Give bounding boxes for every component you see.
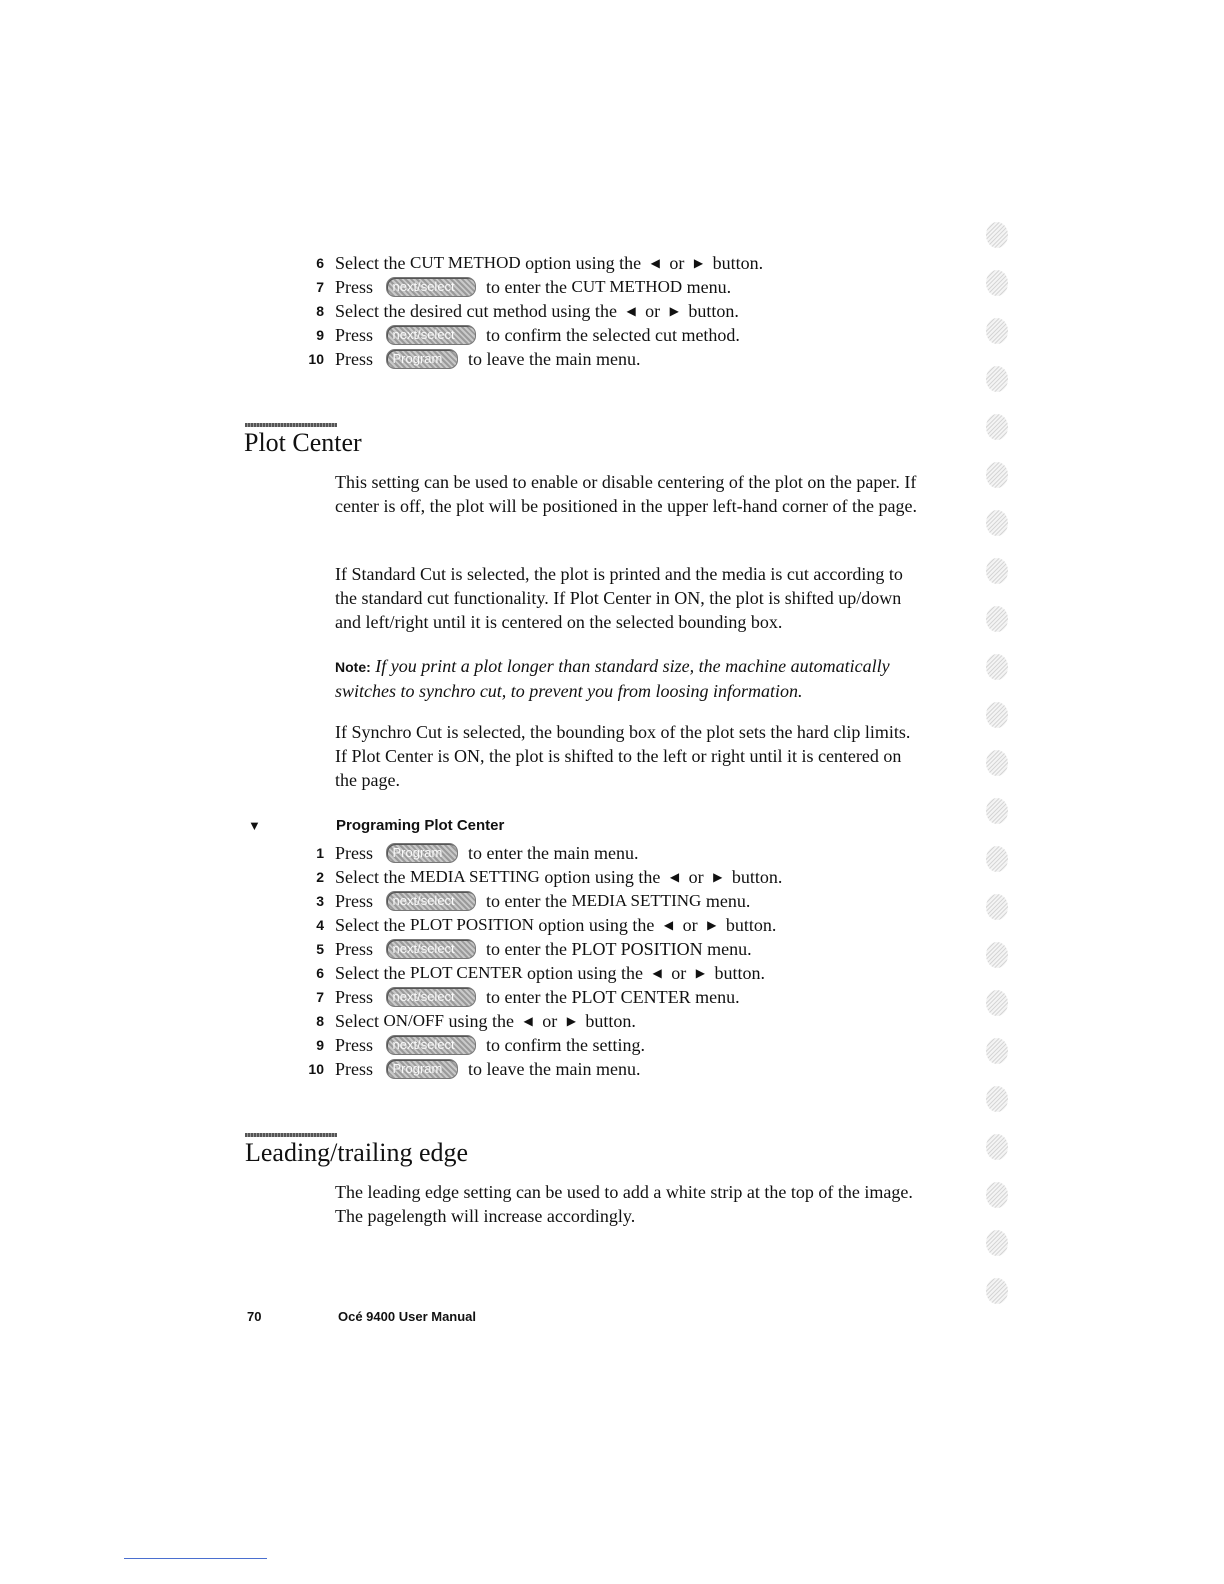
- step-text: button.: [710, 963, 766, 983]
- step-item: [300, 347, 763, 371]
- procedure-marker-icon: ▼: [248, 818, 261, 833]
- step-text: or: [537, 1011, 562, 1031]
- right-arrow-icon: ▶: [707, 918, 717, 932]
- step-text: using the: [443, 1011, 519, 1031]
- step-text: Select the: [335, 915, 410, 935]
- plot-center-paragraph-1: This setting can be used to enable or disable centering of the plot on the paper. If center is off, the plot will be positioned in the upper left-hand corner of the page.: [335, 472, 917, 516]
- note-text: If you print a plot longer than standard size, the machine automatically switches to synchro cut, to prevent you from loosing information.: [335, 656, 890, 701]
- plot-center-heading: Plot Center: [244, 428, 362, 457]
- next-select-button-icon: next/select: [386, 1035, 476, 1055]
- plot-center-paragraph-3: If Synchro Cut is selected, the bounding box of the plot sets the hard clip limits. If Plot Center is ON, the plot is shifted to the left or right until it is centered on the page.: [335, 722, 911, 790]
- step-text: or: [678, 915, 703, 935]
- step-text: to enter the: [481, 277, 572, 297]
- step-text: menu.: [682, 277, 732, 297]
- right-arrow-icon: ▶: [693, 256, 704, 270]
- step-text: to confirm the setting.: [481, 1035, 645, 1055]
- next-select-button-icon: next/select: [386, 987, 476, 1007]
- step-text: Press: [335, 939, 378, 959]
- binder-hole: [986, 846, 1008, 872]
- binder-hole: [986, 1134, 1008, 1160]
- next-select-button-icon: next/select: [386, 939, 476, 959]
- plot-center-steps: [300, 841, 782, 1081]
- step-text: PLOT POSITION: [571, 939, 703, 959]
- step-number: 6: [316, 255, 324, 271]
- step-item: [300, 961, 782, 985]
- step-number: 8: [316, 303, 324, 319]
- binder-hole: [986, 510, 1008, 536]
- step-text: option using the: [520, 253, 646, 273]
- menu-option-name: PLOT POSITION: [409, 915, 534, 934]
- page-number: 70: [247, 1309, 262, 1324]
- step-text: to enter the: [481, 987, 572, 1007]
- menu-option-name: MEDIA SETTING: [571, 891, 702, 910]
- step-item: [300, 841, 782, 865]
- step-item: [300, 1057, 782, 1081]
- binder-hole: [986, 606, 1008, 632]
- step-number: 9: [316, 1037, 324, 1053]
- plot-center-note: [335, 654, 919, 703]
- step-text: Press: [335, 891, 378, 911]
- step-item: [300, 1033, 782, 1057]
- step-text: to enter the: [481, 939, 572, 959]
- leading-edge-paragraph: The leading edge setting can be used to add a white strip at the top of the image. The pagelength will increase accordingly.: [335, 1182, 913, 1226]
- menu-option-name: CUT METHOD: [409, 253, 521, 272]
- step-text: button.: [708, 253, 764, 273]
- step-item: [300, 1009, 782, 1033]
- binder-hole: [986, 1038, 1008, 1064]
- step-text: Press: [335, 277, 378, 297]
- step-number: 10: [308, 1061, 324, 1077]
- step-text: Press: [335, 1035, 378, 1055]
- plot-center-paragraph-2: If Standard Cut is selected, the plot is printed and the media is cut according to the standard cut functionality. If Plot Center in ON, the plot is shifted up/down and left/right until it is centered on the selected bounding box.: [335, 564, 903, 632]
- binder-hole: [986, 654, 1008, 680]
- step-text: menu.: [702, 939, 752, 959]
- step-text: Select the: [335, 253, 410, 273]
- step-number: 9: [316, 327, 324, 343]
- binder-hole: [986, 318, 1008, 344]
- binder-hole: [986, 414, 1008, 440]
- right-arrow-icon: ▶: [695, 966, 706, 980]
- next-select-button-icon: next/select: [386, 891, 476, 911]
- step-item: [300, 323, 763, 347]
- binder-hole: [986, 558, 1008, 584]
- program-button-icon: Program: [386, 843, 458, 863]
- step-text: to confirm the selected cut method.: [481, 325, 740, 345]
- left-arrow-icon: ◀: [652, 966, 662, 980]
- binder-hole: [986, 990, 1008, 1016]
- step-number: 3: [316, 893, 324, 909]
- binder-hole: [986, 462, 1008, 488]
- menu-option-name: PLOT CENTER: [409, 963, 523, 982]
- step-text: Select: [335, 1011, 384, 1031]
- step-text: menu.: [701, 891, 751, 911]
- step-text: button.: [727, 867, 783, 887]
- binder-hole: [986, 702, 1008, 728]
- menu-option-name: ON/OFF: [383, 1011, 444, 1030]
- binder-hole: [986, 942, 1008, 968]
- right-arrow-icon: ▶: [566, 1014, 576, 1028]
- step-item: [300, 889, 782, 913]
- step-text: option using the: [539, 867, 665, 887]
- binder-hole: [986, 894, 1008, 920]
- section-divider: [245, 1133, 337, 1137]
- step-text: to enter the: [481, 891, 572, 911]
- binder-hole: [986, 798, 1008, 824]
- manual-title: Océ 9400 User Manual: [338, 1309, 477, 1324]
- step-text: Press: [335, 1059, 378, 1079]
- step-text: to leave the main menu.: [463, 1059, 641, 1079]
- step-text: button.: [683, 301, 739, 321]
- step-text: option using the: [522, 963, 648, 983]
- step-text: Select the: [335, 963, 410, 983]
- left-arrow-icon: ◀: [523, 1014, 533, 1028]
- next-select-button-icon: next/select: [386, 325, 476, 345]
- step-text: Press: [335, 325, 378, 345]
- step-number: 6: [316, 965, 324, 981]
- step-text: Select the: [335, 867, 410, 887]
- step-text: to enter the main menu.: [463, 843, 639, 863]
- step-number: 5: [316, 941, 324, 957]
- step-text: or: [666, 963, 691, 983]
- step-text: or: [684, 867, 709, 887]
- step-item: [300, 985, 782, 1009]
- step-text: Press: [335, 843, 378, 863]
- step-number: 10: [308, 351, 324, 367]
- binder-hole: [986, 1230, 1008, 1256]
- step-number: 8: [316, 1013, 324, 1029]
- step-item: [300, 913, 782, 937]
- step-item: [300, 251, 763, 275]
- step-text: button.: [721, 915, 777, 935]
- binder-hole: [986, 270, 1008, 296]
- left-arrow-icon: ◀: [626, 304, 636, 318]
- step-text: PLOT CENTER: [571, 987, 691, 1007]
- step-number: 1: [316, 845, 324, 861]
- step-text: or: [640, 301, 665, 321]
- step-text: Select the desired cut method using the: [335, 301, 622, 321]
- step-number: 7: [316, 279, 324, 295]
- cut-method-steps: [300, 251, 763, 371]
- binder-hole: [986, 366, 1008, 392]
- step-text: button.: [580, 1011, 636, 1031]
- step-item: [300, 937, 782, 961]
- step-item: [300, 299, 763, 323]
- binder-hole: [986, 1182, 1008, 1208]
- step-number: 4: [316, 917, 324, 933]
- step-text: Press: [335, 349, 378, 369]
- step-text: menu.: [690, 987, 740, 1007]
- procedure-title: Programing Plot Center: [336, 817, 505, 834]
- program-button-icon: Program: [386, 1059, 458, 1079]
- step-number: 2: [316, 869, 324, 885]
- section-divider: [245, 423, 337, 427]
- step-text: Press: [335, 987, 378, 1007]
- binder-hole: [986, 1278, 1008, 1304]
- step-item: [300, 275, 763, 299]
- bottom-rule: [124, 1558, 267, 1559]
- menu-option-name: CUT METHOD: [571, 277, 683, 296]
- leading-edge-heading: Leading/trailing edge: [245, 1138, 469, 1167]
- binder-hole: [986, 750, 1008, 776]
- step-item: [300, 865, 782, 889]
- right-arrow-icon: ▶: [713, 870, 723, 884]
- left-arrow-icon: ◀: [650, 256, 660, 270]
- step-text: or: [664, 253, 689, 273]
- binder-hole: [986, 1086, 1008, 1112]
- step-text: option using the: [533, 915, 659, 935]
- program-button-icon: Program: [386, 349, 458, 369]
- menu-option-name: MEDIA SETTING: [409, 867, 540, 886]
- step-number: 7: [316, 989, 324, 1005]
- left-arrow-icon: ◀: [663, 918, 674, 932]
- next-select-button-icon: next/select: [386, 277, 476, 297]
- right-arrow-icon: ▶: [669, 304, 679, 318]
- binder-hole: [986, 222, 1008, 248]
- left-arrow-icon: ◀: [669, 870, 680, 884]
- note-label: Note:: [335, 659, 371, 675]
- step-text: to leave the main menu.: [463, 349, 641, 369]
